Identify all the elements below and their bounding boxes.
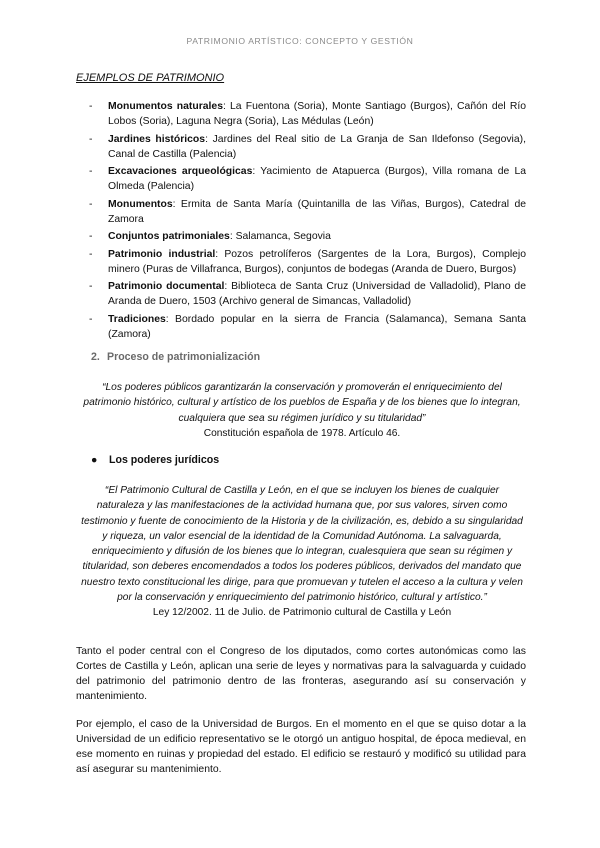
dash-marker: - <box>89 133 93 145</box>
dash-marker: - <box>89 101 93 112</box>
quote-text: “El Patrimonio Cultural de Castilla y León, en el que se incluyen los bienes de cualquier naturaleza y las manifestaciones de la actividad humana que, por sus valores, sirven como testimonio y fuente de conocimiento de la Historia y de la civilización, es, debido a su singularidad y riqueza, un valor esencial de la identidad de la Comunidad Autónoma. La salvaguarda, enriquecimiento y difusión de los bienes que lo integran, cualesquiera que sean su régimen y titularidad, son deberes encomendados a todos los poderes públicos, derivados del mandato que nuestro texto constitucional les dirige, para que promuevan y tutelen el acceso a la cultura y velen por la conservación y enriquecimiento del patrimonio histórico, cultural y artístico.” <box>81 485 523 604</box>
dash-marker: - <box>89 281 93 292</box>
list-item-desc: : Pozos petrolíferos (Sargentes de la Lora, Burgos), Complejo minero (Puras de Villafranca, Burgos), conjuntos de bodegas (Aranda de Duero, Burgos) <box>108 248 527 275</box>
section-heading-2 <box>91 351 260 363</box>
law-quote <box>80 483 524 621</box>
quote-source: Ley 12/2002. 11 de Julio. de Patrimonio cultural de Castilla y León <box>152 607 452 619</box>
list-item-term: Tradiciones <box>108 313 166 325</box>
list-item-term: Monumentos <box>108 198 173 210</box>
list-item <box>89 132 526 162</box>
heading-text: Proceso de patrimonialización <box>107 351 261 363</box>
list-item-desc: : Yacimiento de Atapuerca (Burgos), Villa romana de La Olmeda (Palencia) <box>108 166 527 192</box>
list-item-desc: : Ermita de Santa María (Quintanilla de las Viñas, Burgos), Catedral de Zamora <box>108 198 526 225</box>
list-item-term: Excavaciones arqueológicas <box>108 166 253 177</box>
subsection-heading <box>91 454 219 466</box>
list-item <box>89 164 526 194</box>
list-item-desc: : Salamanca, Segovia <box>229 231 331 242</box>
list-item <box>89 229 526 244</box>
list-item <box>89 247 526 277</box>
body-paragraph: Por ejemplo, el caso de la Universidad de Burgos. En el momento en el que se quiso dotar a la Universidad de un edificio representativo se le otorgó un antiguo hospital, de época medieval, en ese momento en ruinas y propiedad del estado. El edificio se restauró y modificó su utilidad para así asegurar su mantenimiento. <box>76 719 526 775</box>
dash-marker: - <box>89 248 93 260</box>
dash-marker: - <box>89 231 93 242</box>
list-item-term: Conjuntos patrimoniales <box>108 231 230 242</box>
list-item-term: Patrimonio documental <box>108 281 225 292</box>
list-item-desc: : Biblioteca de Santa Cruz (Universidad de Valladolid), Plano de Aranda de Duero, 1503 (Archivo general de Simancas, Valladolid) <box>108 281 526 307</box>
list-item-term: Monumentos naturales <box>108 101 223 112</box>
section-title: EJEMPLOS DE PATRIMONIO <box>76 72 225 84</box>
heading-text: Los poderes jurídicos <box>109 454 220 466</box>
list-item <box>89 197 526 227</box>
bullet-icon: ● <box>91 454 98 466</box>
list-item <box>89 99 526 129</box>
list-item-desc: : Bordado popular en la sierra de Francia (Salamanca), Semana Santa (Zamora) <box>108 313 526 340</box>
list-item <box>89 279 526 309</box>
quote-source: Constitución española de 1978. Artículo 46. <box>203 427 401 439</box>
body-paragraph: Tanto el poder central con el Congreso de los diputados, como cortes autonómicas como las Cortes de Castilla y León, aplican una serie de leyes y normativas para la salvaguarda y cuidado del patrimonio del patrimonio dentro de las fronteras, asegurando así su conservación y mantenimiento. <box>76 646 526 702</box>
dash-marker: - <box>89 313 93 325</box>
dash-marker: - <box>89 198 93 210</box>
list-item-term: Jardines históricos <box>108 133 206 145</box>
heritage-examples-list <box>89 99 526 344</box>
quote-text: “Los poderes públicos garantizarán la conservación y promoverán el enriquecimiento del patrimonio histórico, cultural y artístico de los pueblos de España y de los bienes que lo integran, cualquiera que sea su régimen jurídico y su titularidad” <box>83 382 521 424</box>
list-item-term: Patrimonio industrial <box>108 248 216 260</box>
list-item-desc: : La Fuentona (Soria), Monte Santiago (Burgos), Cañón del Río Lobos (Soria), Laguna Negra (Soria), Las Médulas (León) <box>108 101 526 127</box>
heading-number: 2. <box>91 351 100 363</box>
running-header: PATRIMONIO ARTÍSTICO: CONCEPTO Y GESTIÓN <box>186 36 414 46</box>
dash-marker: - <box>89 166 93 177</box>
list-item <box>89 312 526 342</box>
constitution-quote <box>80 380 524 441</box>
list-item-desc: : Jardines del Real sitio de La Granja de San Ildefonso (Segovia), Canal de Castilla (Palencia) <box>108 133 526 160</box>
